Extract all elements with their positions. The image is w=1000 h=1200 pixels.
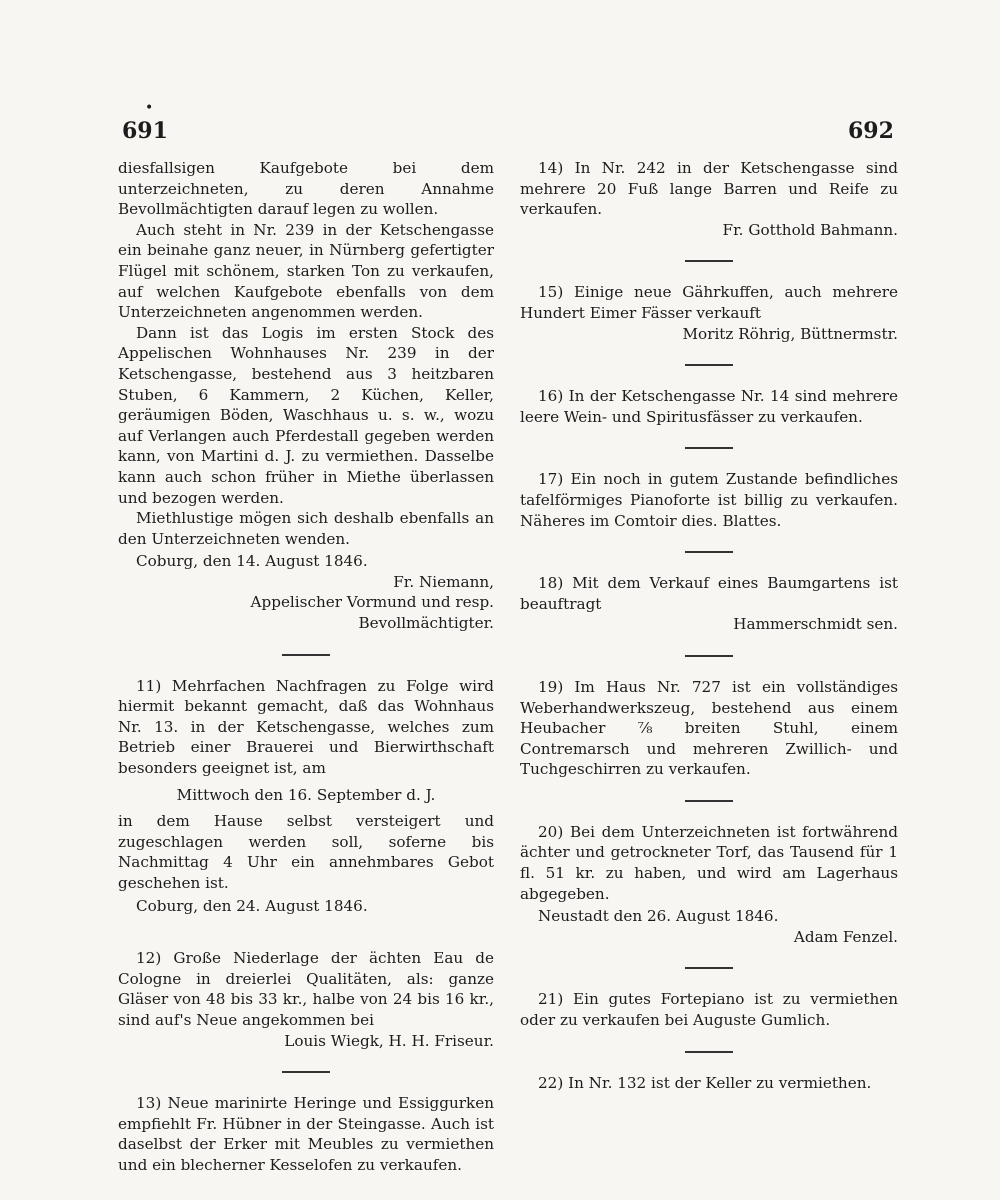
page-number-right: 692 — [848, 118, 894, 144]
right-column — [520, 158, 898, 1093]
item-18-text: 18) Mit dem Verkauf eines Baumgartens ist beauftragt — [520, 574, 898, 613]
item-15-signature: Moritz Röhrig, Büttnermstr. — [682, 324, 898, 343]
ink-dot: • — [145, 100, 154, 116]
item-14-signature: Fr. Gotthold Bahmann. — [722, 220, 898, 239]
divider — [685, 260, 733, 262]
divider — [685, 967, 733, 969]
item-15-text: 15) Einige neue Gährkuffen, auch mehrere Hundert Eimer Fässer verkauft — [520, 283, 898, 322]
item-20-signature: Adam Fenzel. — [793, 927, 898, 946]
item-12-text: 12) Große Niederlage der ächten Eau de Cologne in dreierlei Qualitäten, als: ganze Gläser von 48 bis 33 kr., halbe von 24 bis 16 kr., sind auf's Neue angekommen bei — [118, 949, 494, 1029]
divider — [685, 364, 733, 366]
intro-signature-title: Appelischer Vormund und resp. Bevollmächtigter. — [250, 593, 494, 633]
intro-tenants-paragraph: Miethlustige mögen sich deshalb ebenfalls an den Unterzeichneten wenden. — [118, 509, 494, 548]
item-18-signature: Hammerschmidt sen. — [733, 615, 898, 634]
left-column — [118, 158, 494, 1176]
item-11-date-line: Mittwoch den 16. September d. J. — [176, 785, 436, 804]
item-11-continuation: in dem Hause selbst versteigert und zugeschlagen werden soll, soferne bis Nachmittag 4 Uhr ein annehmbares Gebot geschehen ist. — [118, 812, 494, 892]
item-20-date: Neustadt den 26. August 1846. — [538, 907, 779, 926]
item-16-text: 16) In der Ketschengasse Nr. 14 sind mehrere leere Wein- und Spiritusfässer zu verkaufen. — [520, 387, 898, 426]
intro-logis-paragraph: Dann ist das Logis im ersten Stock des Appelischen Wohnhauses Nr. 239 in der Ketschengasse, bestehend aus 3 heitzbaren Stuben, 6 Kammern, 2 Küchen, Keller, geräumigen Böden, Waschhaus u. s. w., wozu auf Verlangen auch Pferdestall gegeben werden kann, von Martini d. J. zu vermiethen. Dasselbe kann auch schon früher in Miethe überlassen und bezogen werden. — [118, 323, 494, 507]
item-21-text: 21) Ein gutes Fortepiano ist zu vermiethen oder zu verkaufen bei Auguste Gumlich. — [520, 990, 898, 1030]
divider — [685, 1051, 733, 1053]
item-14-text: 14) In Nr. 242 in der Ketschengasse sind mehrere 20 Fuß lange Barren und Reife zu verkaufen. — [520, 159, 898, 219]
divider — [685, 551, 733, 553]
intro-signature: Fr. Niemann, — [393, 572, 494, 591]
intro-piano-paragraph: Auch steht in Nr. 239 in der Ketschengasse ein beinahe ganz neuer, in Nürnberg gefertigter Flügel mit schönem, starken Ton zu verkaufen, auf welchen Kaufgebote ebenfalls von dem Unterzeichneten angenommen werden. — [118, 220, 494, 322]
item-17-text: 17) Ein noch in gutem Zustande befindliches tafelförmiges Pianoforte ist billig zu verkaufen. Näheres im Comtoir dies. Blattes. — [520, 470, 898, 530]
divider — [685, 447, 733, 449]
item-13-text: 13) Neue marinirte Heringe und Essiggurken empfiehlt Fr. Hübner in der Steingasse. Auch ist daselbst der Erker mit Meubles zu vermiethen und ein blecherner Kesselofen zu verkaufen. — [118, 1094, 494, 1174]
item-19-text: 19) Im Haus Nr. 727 ist ein vollständiges Weberhandwerkszeug, bestehend aus einem Heubacher ⅞ breiten Stuhl, einem Contremarsch und mehreren Zwillich- und Tuchgeschirren zu verkaufen. — [520, 677, 898, 779]
item-22-text: 22) In Nr. 132 ist der Keller zu vermiethen. — [538, 1073, 872, 1092]
divider — [685, 655, 733, 657]
item-12-signature: Louis Wiegk, H. H. Friseur. — [284, 1031, 494, 1050]
spacer — [118, 916, 494, 948]
page-number-left: 691 — [122, 118, 168, 144]
divider — [685, 800, 733, 802]
item-11-text: 11) Mehrfachen Nachfragen zu Folge wird hiermit bekannt gemacht, daß das Wohnhaus Nr. 13. in der Ketschengasse, welches zum Betrieb einer Brauerei und Bierwirthschaft besonders geeignet ist, am — [118, 676, 494, 778]
divider — [282, 1071, 330, 1073]
item-20-text: 20) Bei dem Unterzeichneten ist fortwährend ächter und getrockneter Torf, das Tausend für 1 fl. 51 kr. zu haben, und wird am Lagerhaus abgegeben. — [520, 822, 898, 903]
divider — [282, 654, 330, 656]
intro-date: Coburg, den 14. August 1846. — [136, 552, 368, 571]
intro-continuation: diesfallsigen Kaufgebote bei dem unterzeichneten, zu deren Annahme Bevollmächtigten darauf legen zu wollen. — [118, 159, 494, 219]
item-11-date: Coburg, den 24. August 1846. — [136, 896, 368, 915]
